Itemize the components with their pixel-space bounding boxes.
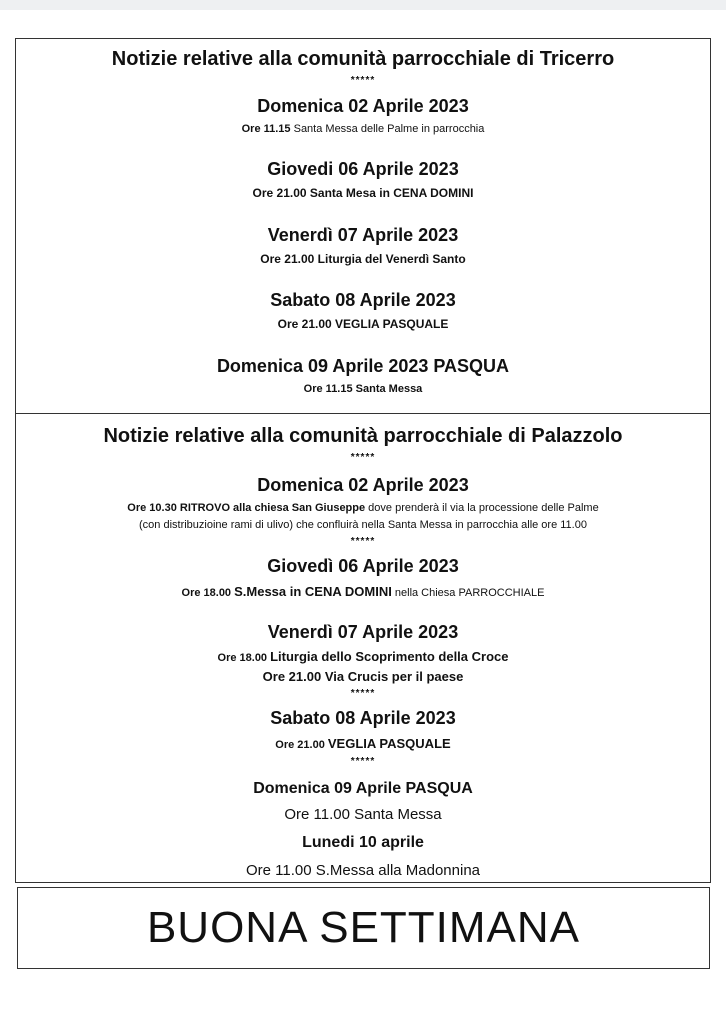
event-description: Liturgia dello Scoprimento della Croce bbox=[270, 649, 509, 664]
event-day: Giovedì 06 Aprile 2023 bbox=[267, 556, 459, 576]
event-detail: (con distribuzioine rami di ulivo) che confluirà nella Santa Messa in parrocchia alle ore 11.00 bbox=[139, 519, 587, 531]
event-time: Ore 21.00 bbox=[275, 739, 328, 751]
event-day: Lunedi 10 aprile bbox=[302, 834, 424, 851]
event-detail: Ore 21.00 Liturgia del Venerdì Santo bbox=[260, 252, 466, 266]
event-day: Giovedi 06 Aprile 2023 bbox=[267, 159, 459, 179]
event-detail: Ore 11.15 Santa Messa bbox=[303, 383, 423, 395]
event-time: Ore 11.15 bbox=[241, 123, 291, 135]
event-description: S.Messa in CENA DOMINI bbox=[234, 584, 392, 599]
event-time: Ore 18.00 bbox=[181, 587, 235, 599]
event-detail: Ore 11.00 Santa Messa bbox=[284, 806, 442, 823]
event-detail bbox=[16, 736, 710, 751]
event-day: Domenica 02 Aprile 2023 bbox=[257, 475, 469, 495]
palazzolo-section bbox=[15, 413, 711, 883]
separator-stars: ***** bbox=[350, 75, 376, 86]
event-day: Domenica 09 Aprile PASQUA bbox=[253, 780, 473, 797]
event-detail: Ore 21.00 VEGLIA PASQUALE bbox=[277, 317, 449, 331]
top-bar bbox=[0, 0, 726, 10]
event-day: Domenica 09 Aprile 2023 PASQUA bbox=[216, 356, 510, 376]
event-time: Ore 10.30 RITROVO alla chiesa San Giuseppe bbox=[127, 502, 366, 514]
event-detail bbox=[16, 123, 710, 135]
event-location: nella Chiesa PARROCCHIALE bbox=[391, 587, 545, 599]
event-day: Domenica 02 Aprile 2023 bbox=[257, 96, 469, 116]
event-detail: Ore 21.00 Via Crucis per il paese bbox=[262, 669, 464, 684]
event-description: VEGLIA PASQUALE bbox=[327, 736, 451, 751]
event-description: dove prenderà il via la processione delle Palme bbox=[365, 502, 599, 514]
separator-stars: ***** bbox=[350, 452, 376, 463]
separator-stars: ***** bbox=[350, 756, 376, 767]
separator-stars: ***** bbox=[350, 688, 376, 699]
event-day: Sabato 08 Aprile 2023 bbox=[270, 290, 456, 310]
event-day: Sabato 08 Aprile 2023 bbox=[270, 708, 456, 728]
section-title: Notizie relative alla comunità parrocchiale di Tricerro bbox=[111, 48, 615, 70]
section-title: Notizie relative alla comunità parrocchiale di Palazzolo bbox=[103, 425, 623, 447]
greeting-box bbox=[17, 887, 710, 969]
event-detail bbox=[16, 649, 710, 664]
event-detail bbox=[16, 584, 710, 599]
event-time: Ore 18.00 bbox=[217, 652, 271, 664]
greeting-text: BUONA SETTIMANA bbox=[146, 903, 581, 952]
event-day: Venerdì 07 Aprile 2023 bbox=[267, 622, 459, 642]
tricerro-section bbox=[15, 38, 711, 414]
event-detail bbox=[16, 502, 710, 514]
event-description: Santa Messa delle Palme in parrocchia bbox=[290, 123, 485, 135]
event-detail: Ore 11.00 S.Messa alla Madonnina bbox=[245, 862, 481, 879]
event-day: Venerdì 07 Aprile 2023 bbox=[267, 225, 459, 245]
separator-stars: ***** bbox=[350, 536, 376, 547]
event-detail: Ore 21.00 Santa Mesa in CENA DOMINI bbox=[252, 186, 474, 200]
